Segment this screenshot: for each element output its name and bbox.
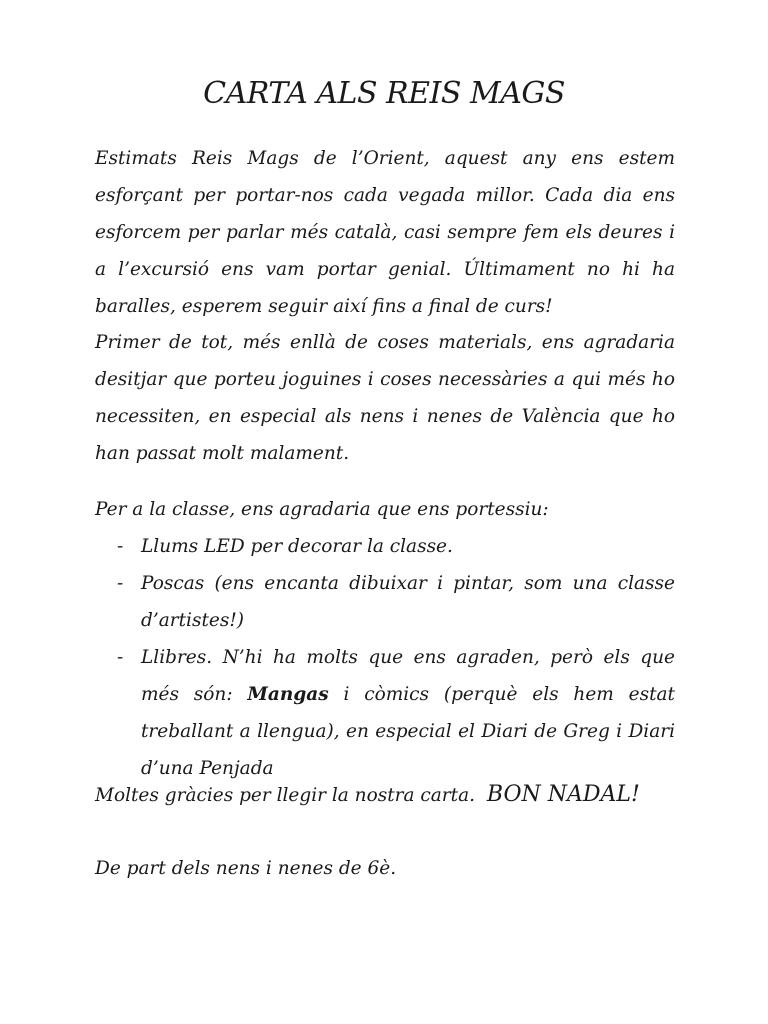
intro-paragraph: Estimats Reis Mags de l’Orient, aquest any ens estem esforçant per portar-nos cada vegada millor. Cada dia ens esforcem per parlar més català, casi sempre fem els deures i a l’excursió ens vam portar genial. Últimament no hi ha baralles, esperem seguir així fins a final de curs! xyxy=(95,148,675,317)
signature-line: De part dels nens i nenes de 6è. xyxy=(95,858,397,879)
wish-list xyxy=(95,528,675,787)
thanks-line xyxy=(95,776,675,814)
merry-christmas-greeting: BON NADAL! xyxy=(486,782,640,807)
list-item-books xyxy=(95,639,675,787)
letter-title: CARTA ALS REIS MAGS xyxy=(203,76,565,111)
thanks-text: Moltes gràcies per llegir la nostra carta. xyxy=(95,785,475,806)
books-text-end: i còmics (perquè els hem estat treballant a llengua), en especial el Diari de Greg i Diari d’una Penjada xyxy=(141,684,675,779)
mangas-emphasis: Mangas xyxy=(247,684,329,705)
class-intro-paragraph: Per a la classe, ens agradaria que ens portessiu: xyxy=(95,499,549,520)
books-text-start: Llibres. N’hi ha molts que ens agraden, però els que més són: xyxy=(141,647,675,705)
list-item-poscas: - Poscas (ens encanta dibuixar i pintar, som una classe d’artistes!) xyxy=(95,565,675,639)
list-item-led-lights: - Llums LED per decorar la classe. xyxy=(95,528,675,565)
wish-paragraph: Primer de tot, més enllà de coses materials, ens agradaria desitjar que porteu joguines i coses necessàries a qui més ho necessiten, en especial als nens i nenes de València que ho han passat molt malament. xyxy=(95,332,675,464)
